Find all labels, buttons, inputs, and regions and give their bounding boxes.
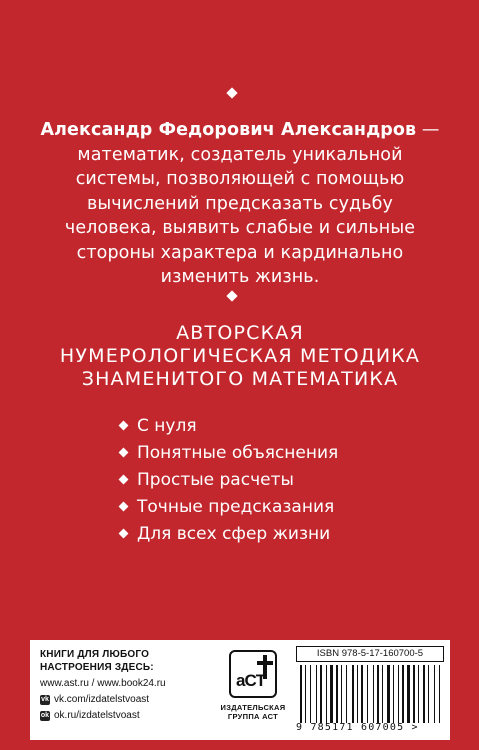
barcode-bar <box>300 665 302 723</box>
barcode-bar <box>407 665 410 723</box>
diamond-ornament-middle <box>226 290 237 301</box>
feature-text: Простые расчеты <box>137 469 294 490</box>
feature-list <box>118 412 338 547</box>
diamond-bullet-icon <box>119 502 129 512</box>
ok-icon: ok <box>40 711 50 719</box>
logo-text: aCT <box>236 671 266 690</box>
barcode-bar <box>336 665 338 723</box>
feature-item <box>118 466 338 493</box>
author-name: Александр Федорович Александров <box>40 120 417 140</box>
barcode-bar <box>330 665 333 723</box>
feature-text: Точные предсказания <box>137 496 335 517</box>
barcode-bar <box>341 665 342 723</box>
barcode-bar <box>423 665 425 723</box>
barcode-bar <box>382 665 383 723</box>
publisher-logo-block <box>218 648 288 721</box>
barcode-bar <box>418 665 419 723</box>
feature-text: Понятные объяснения <box>137 442 339 463</box>
author-bio <box>40 118 440 290</box>
vk-icon: vk <box>41 695 49 703</box>
diamond-bullet-icon <box>119 475 129 485</box>
barcode-bar <box>316 665 317 723</box>
feature-text: С нуля <box>137 415 197 436</box>
barcode-bar <box>387 665 390 723</box>
barcode-bar <box>305 665 306 723</box>
isbn-label: ISBN 978-5-17-160700-5 <box>296 646 444 662</box>
sites-link[interactable]: www.ast.ru / www.book24.ru <box>40 678 166 689</box>
feature-item <box>118 439 338 466</box>
barcode-bar <box>428 665 429 723</box>
barcode-bar <box>320 665 322 723</box>
barcode <box>296 665 444 723</box>
barcode-bar <box>310 665 311 723</box>
publisher-footer <box>30 640 450 740</box>
barcode-bar <box>357 665 358 723</box>
vk-link[interactable] <box>40 693 200 706</box>
barcode-bar <box>413 665 415 723</box>
barcode-bar <box>398 665 399 723</box>
promo-block <box>40 649 200 722</box>
feature-item <box>118 412 338 439</box>
barcode-bar <box>346 665 347 723</box>
vk-link-text: vk.com/izdatelstvoast <box>54 694 150 705</box>
promo-title-1: КНИГИ ДЛЯ ЛЮБОГО <box>40 649 150 660</box>
barcode-bar <box>326 665 327 723</box>
ok-link[interactable] <box>40 709 200 722</box>
headline-line-2: НУМЕРОЛОГИЧЕСКАЯ МЕТОДИКА <box>59 345 421 367</box>
barcode-bar <box>434 665 435 723</box>
diamond-bullet-icon <box>119 529 129 539</box>
headline-line-1: АВТОРСКАЯ <box>176 322 304 344</box>
author-bio-text: — математик, создатель уникальной системы, позволяющей с помощью вычислений предсказать судьбу человека, выявить слабые и сильные стороны характера и кардинально изменить жизнь. <box>64 120 440 287</box>
diamond-ornament-top <box>226 87 237 98</box>
publisher-name-1: ИЗДАТЕЛЬСКАЯ <box>220 703 286 712</box>
barcode-bar <box>402 665 404 723</box>
barcode-bar <box>367 665 368 723</box>
diamond-bullet-icon <box>119 448 129 458</box>
ok-link-text: ok.ru/izdatelstvoast <box>54 710 140 721</box>
promo-title-2: НАСТРОЕНИЯ ЗДЕСЬ: <box>40 661 154 673</box>
ast-logo <box>229 650 277 698</box>
headline <box>20 322 460 391</box>
feature-item <box>118 520 338 547</box>
feature-item <box>118 493 338 520</box>
barcode-bar <box>361 665 363 723</box>
diamond-bullet-icon <box>119 421 129 431</box>
barcode-bar <box>352 665 354 723</box>
barcode-bar <box>377 665 379 723</box>
headline-line-3: ЗНАМЕНИТОГО МАТЕМАТИКА <box>81 368 399 390</box>
barcode-number: 9 785171 607005 > <box>296 722 419 733</box>
publisher-name-2: ГРУППА АСТ <box>227 712 279 721</box>
feature-text: Для всех сфер жизни <box>137 523 331 544</box>
barcode-bar <box>393 665 394 723</box>
barcode-bar <box>373 665 374 723</box>
barcode-bar <box>439 665 440 723</box>
isbn-block <box>296 646 444 734</box>
